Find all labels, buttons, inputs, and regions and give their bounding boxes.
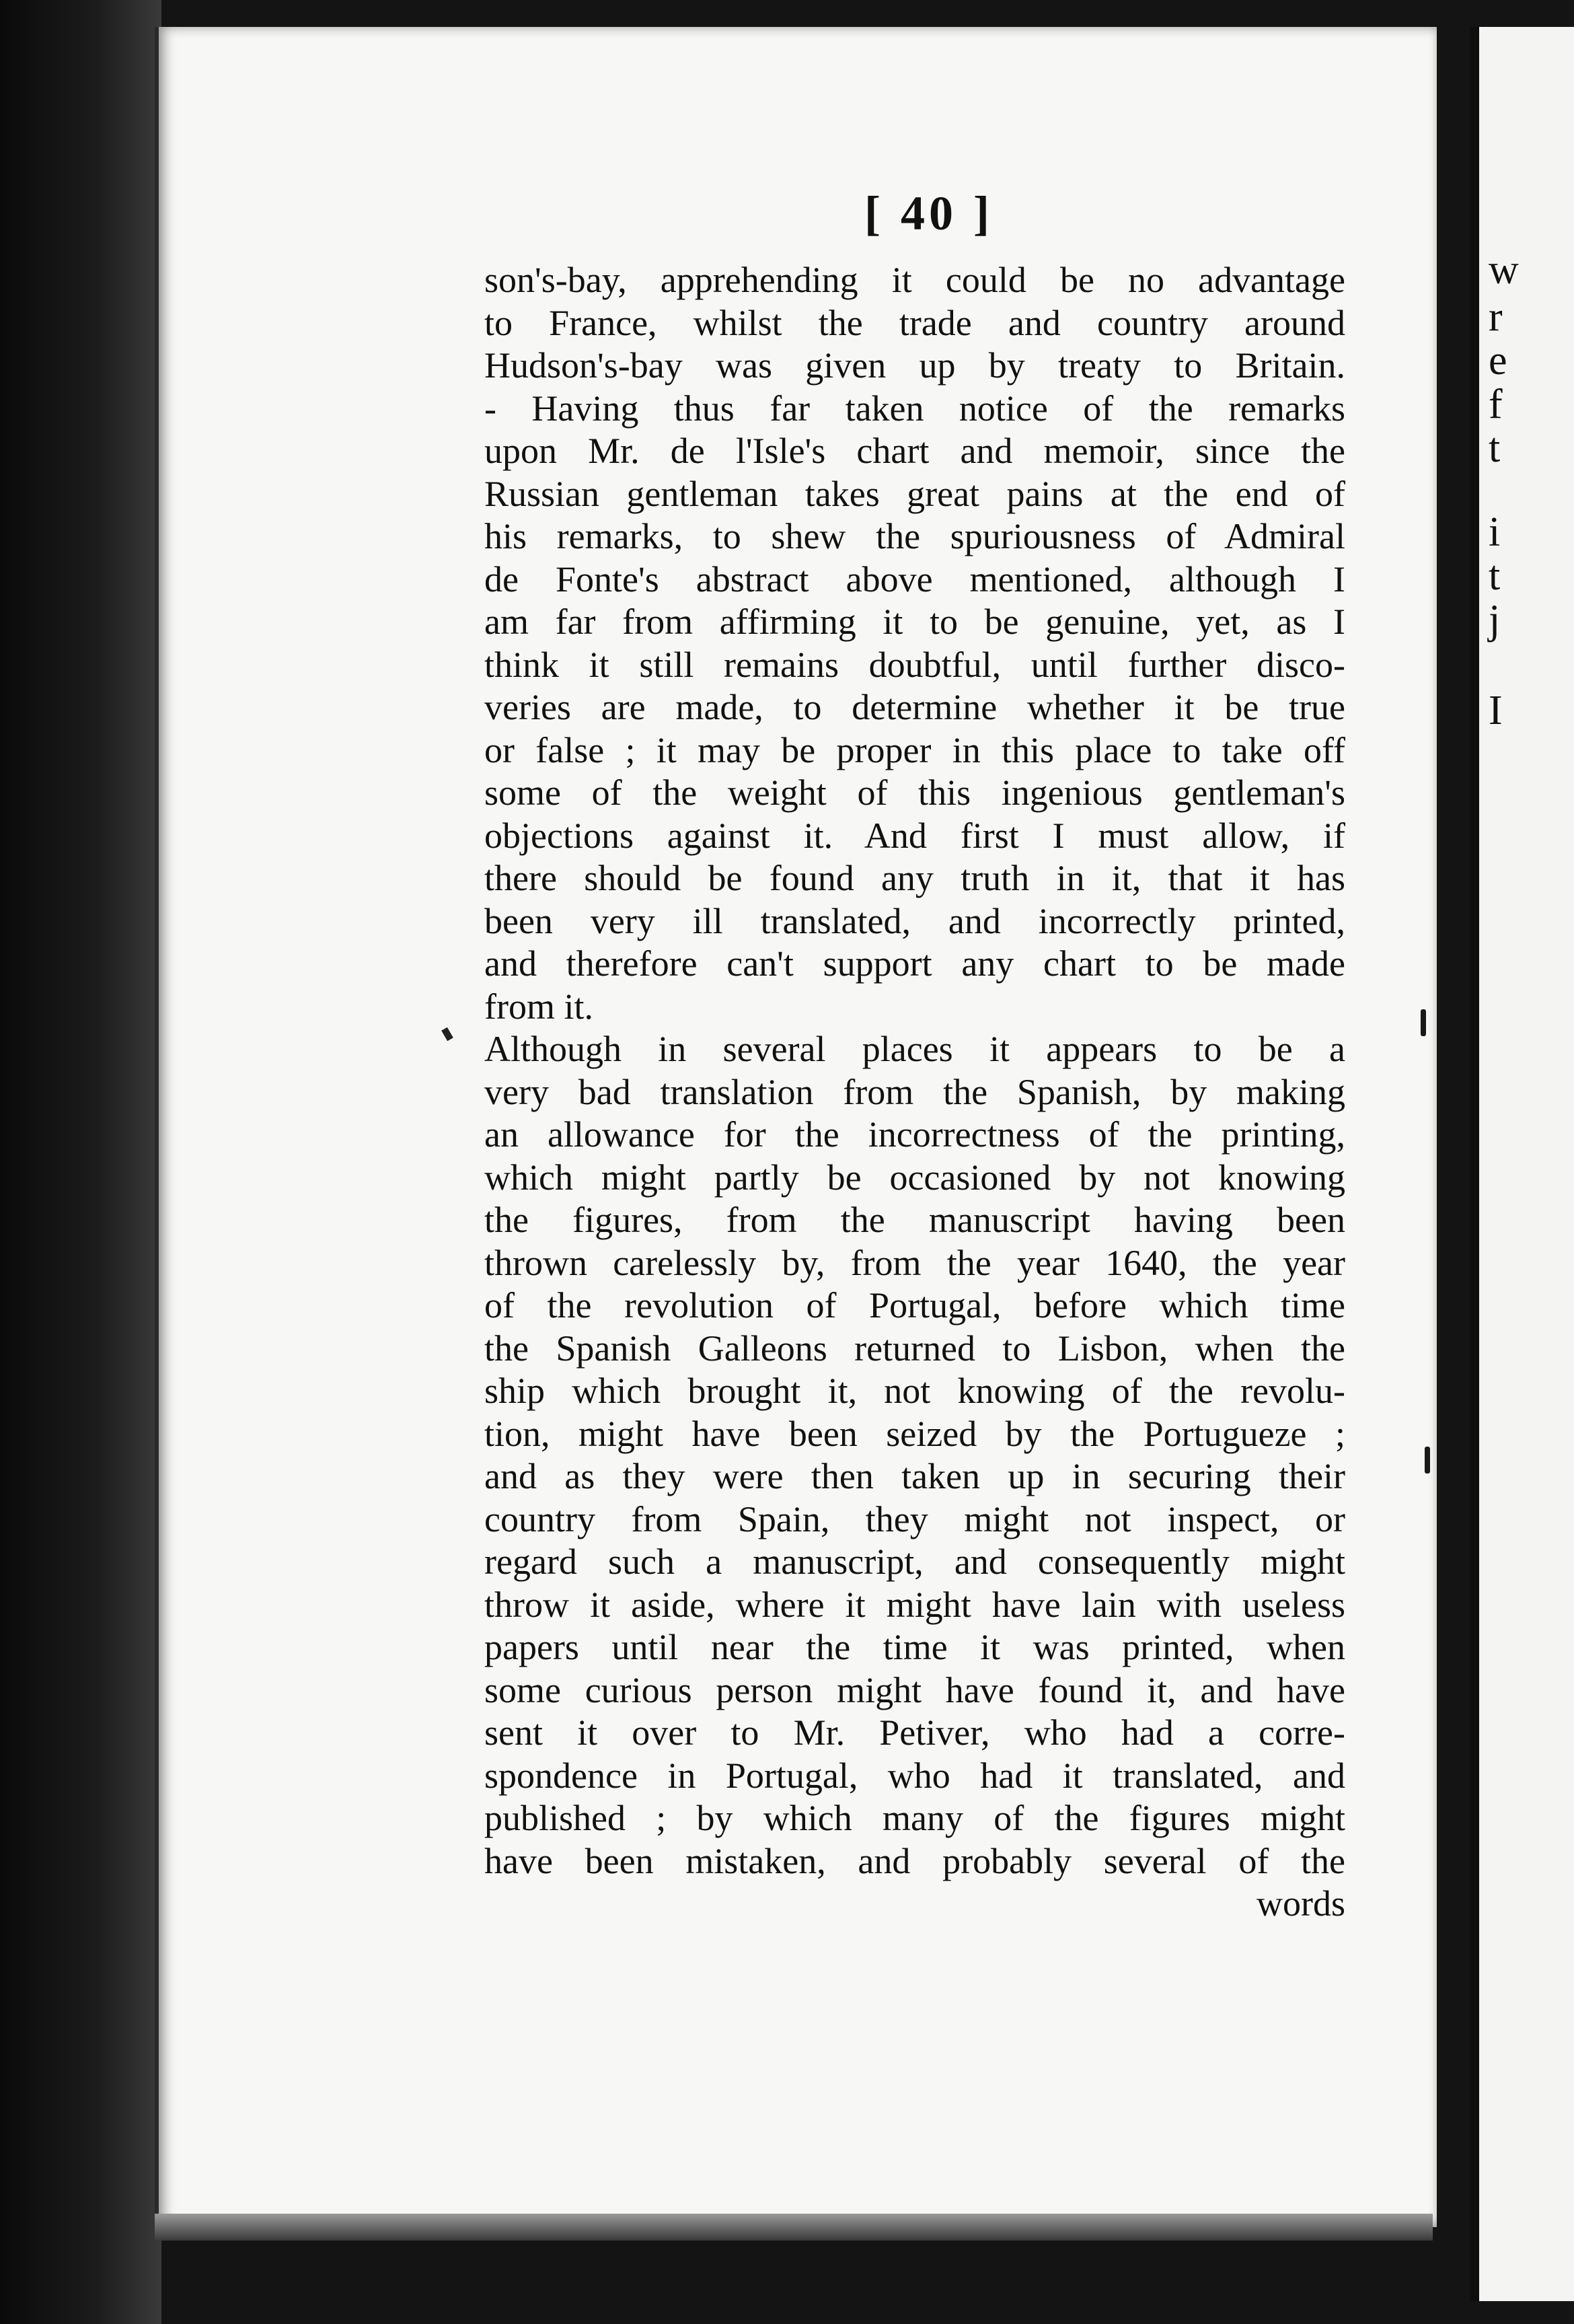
- text-line: am far from affirming it to be genuine, yet, as I: [484, 602, 1345, 642]
- text-line: son's-bay, apprehending it could be no advantage: [484, 260, 1345, 300]
- facing-page-fragment: j: [1489, 597, 1501, 643]
- text-line: throw it aside, where it might have lain with useless: [484, 1584, 1345, 1625]
- catchword: words: [1257, 1883, 1345, 1924]
- text-line: tion, might have been seized by the Portugueze ;: [484, 1413, 1345, 1454]
- text-line: upon Mr. de l'Isle's chart and memoir, since the: [484, 431, 1345, 471]
- binding-gutter-shadow: [0, 0, 161, 2324]
- text-line: very bad translation from the Spanish, by making: [484, 1071, 1345, 1112]
- text-line: and therefore can't support any chart to be made: [484, 943, 1345, 984]
- text-line: Hudson's-bay was given up by treaty to Britain.: [484, 345, 1345, 386]
- text-line: papers until near the time it was printed, when: [484, 1627, 1345, 1667]
- facing-page-fragment: i: [1489, 509, 1501, 555]
- text-line: to France, whilst the trade and country around: [484, 302, 1345, 343]
- facing-page-fragment: f: [1489, 382, 1503, 427]
- text-line: Russian gentleman takes great pains at the end of: [484, 473, 1345, 514]
- text-line: an allowance for the incorrectness of the printing,: [484, 1114, 1345, 1155]
- text-line: sent it over to Mr. Petiver, who had a corre-: [484, 1712, 1345, 1753]
- text-line: or false ; it may be proper in this place to take off: [484, 729, 1345, 770]
- text-line: of the revolution of Portugal, before which time: [484, 1285, 1345, 1326]
- page-number: [ 40 ]: [864, 186, 994, 240]
- text-line: his remarks, to shew the spuriousness of Admiral: [484, 516, 1345, 556]
- text-line: veries are made, to determine whether it be true: [484, 687, 1345, 727]
- page-edge-mark: [1425, 1447, 1430, 1474]
- facing-page-fragment: t: [1489, 425, 1501, 471]
- facing-page-fragment: t: [1489, 553, 1501, 599]
- text-line: been very ill translated, and incorrectly printed,: [484, 900, 1345, 941]
- text-line: ship which brought it, not knowing of the revolu-: [484, 1371, 1345, 1411]
- facing-page-fragment: r: [1489, 294, 1503, 340]
- facing-page-fragment: I: [1489, 688, 1503, 733]
- text-line: thrown carelessly by, from the year 1640, the year: [484, 1242, 1345, 1283]
- text-line: regard such a manuscript, and consequently might: [484, 1541, 1345, 1582]
- facing-page-fragment: e: [1489, 338, 1507, 384]
- text-line: country from Spain, they might not inspect, or: [484, 1498, 1345, 1539]
- page-bottom-edge: [155, 2214, 1433, 2241]
- text-line: some of the weight of this ingenious gentleman's: [484, 772, 1345, 813]
- facing-page-fragment: w: [1489, 247, 1519, 293]
- text-line: there should be found any truth in it, that it has: [484, 858, 1345, 898]
- text-line: published ; by which many of the figures might: [484, 1798, 1345, 1838]
- text-line: objections against it. And first I must allow, if: [484, 815, 1345, 856]
- page-edge-mark: [1421, 1009, 1426, 1036]
- text-line: from it.: [484, 986, 593, 1027]
- text-line: spondence in Portugal, who had it translated, and: [484, 1755, 1345, 1796]
- text-line: think it still remains doubtful, until further disco-: [484, 644, 1345, 685]
- facing-page-edge: [1470, 27, 1574, 2301]
- text-line: - Having thus far taken notice of the remarks: [484, 388, 1345, 429]
- text-line: which might partly be occasioned by not knowing: [484, 1157, 1345, 1198]
- body-text: [484, 188, 1345, 1926]
- text-line: the figures, from the manuscript having been: [484, 1200, 1345, 1240]
- text-line: de Fonte's abstract above mentioned, although I: [484, 558, 1345, 600]
- text-line: have been mistaken, and probably several of the: [484, 1840, 1345, 1881]
- text-line: Although in several places it appears to be a: [484, 1029, 1345, 1069]
- text-line: some curious person might have found it, and have: [484, 1669, 1345, 1710]
- text-line: the Spanish Galleons returned to Lisbon, when the: [484, 1328, 1345, 1369]
- text-line: and as they were then taken up in securing their: [484, 1456, 1345, 1496]
